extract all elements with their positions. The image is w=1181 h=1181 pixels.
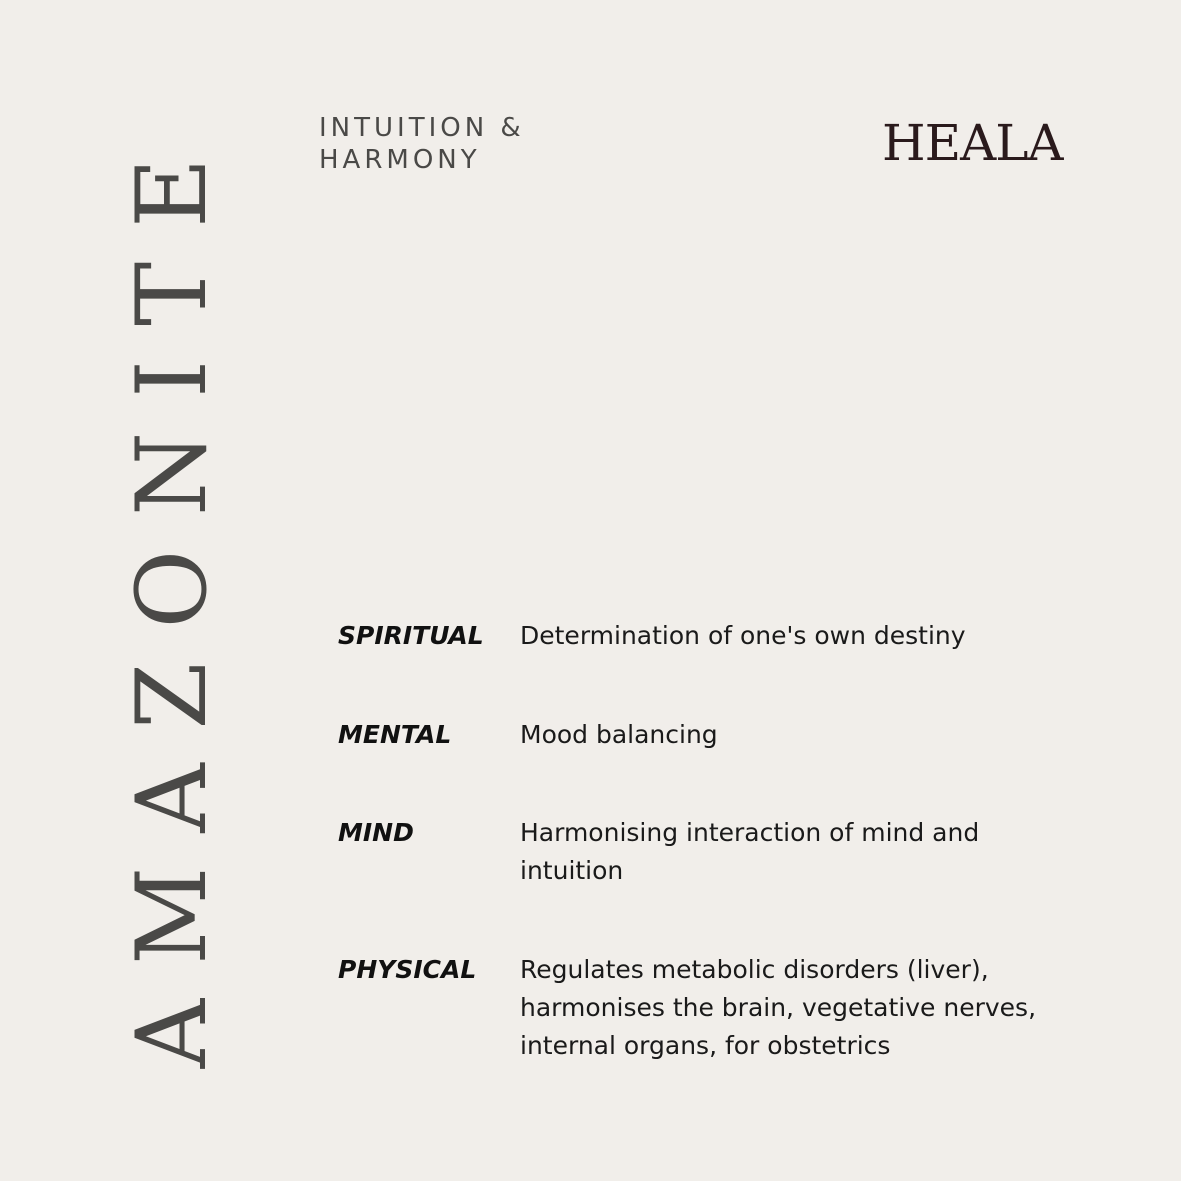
property-row-mental (338, 716, 1118, 754)
property-description: Mood balancing (520, 720, 718, 749)
property-row-physical (338, 951, 1118, 1065)
property-label: SPIRITUAL (338, 621, 484, 650)
property-description: Regulates metabolic disorders (liver), harmonises the brain, vegetative nerves, internal organs, for obstetrics (520, 955, 1037, 1060)
property-row-mind (338, 814, 1118, 890)
property-description: Determination of one's own destiny (520, 621, 966, 650)
property-description: Harmonising interaction of mind and intuition (520, 818, 980, 885)
subtitle (319, 112, 525, 176)
brand-logo: HEALA (882, 114, 1063, 172)
property-row-spiritual (338, 617, 1118, 655)
property-label: MENTAL (338, 720, 452, 749)
subtitle-line-2: HARMONY (319, 145, 481, 175)
stone-name-title: AMAZONITE (116, 123, 228, 1069)
property-label: MIND (338, 818, 414, 847)
subtitle-line-1: INTUITION & (319, 113, 525, 143)
property-label: PHYSICAL (338, 955, 477, 984)
